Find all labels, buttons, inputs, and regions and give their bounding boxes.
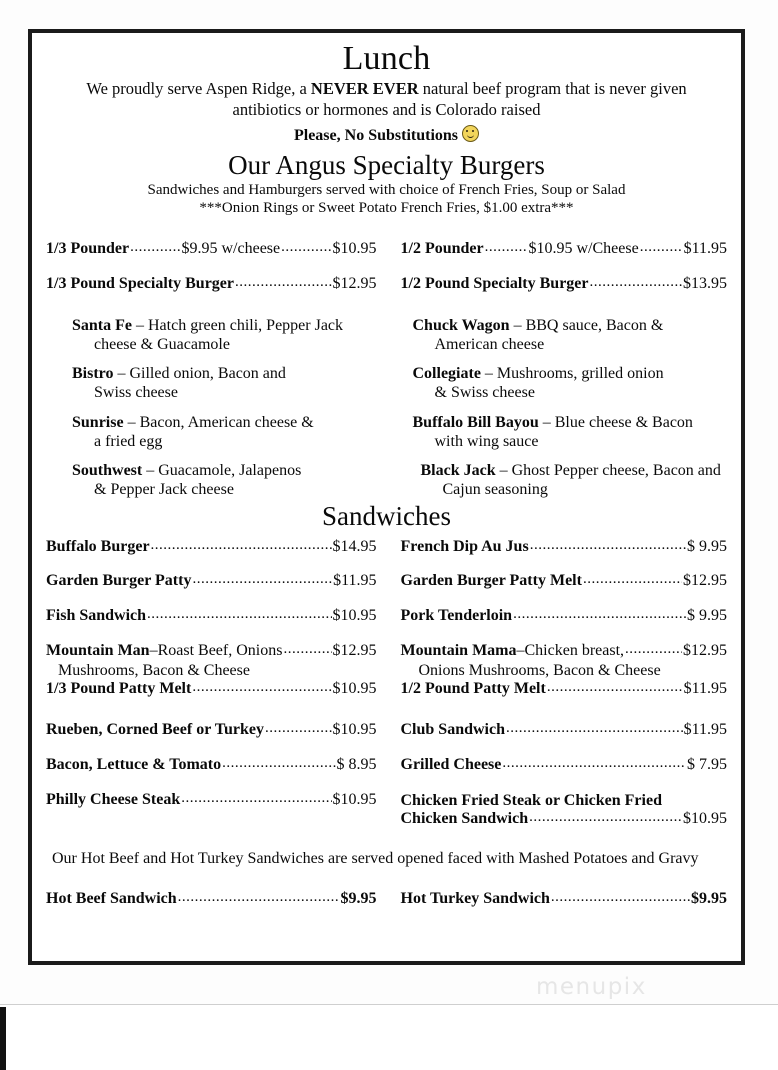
- specialty-dash: –: [132, 316, 148, 334]
- page-title: Lunch: [342, 40, 431, 77]
- menu-row-hot-turkey-sandwich: [401, 890, 728, 909]
- dot-leader: [485, 238, 528, 257]
- item-name: Chicken Sandwich: [400, 810, 529, 827]
- dot-leader: [513, 605, 686, 624]
- burgers-columns: [46, 240, 727, 499]
- menu-page-frame: [28, 29, 745, 965]
- intro-text-part2: natural beef program that is never given: [418, 79, 687, 99]
- menu-row-blt: [46, 756, 377, 775]
- specialty-name: Southwest: [72, 461, 143, 479]
- menu-row-fish-sandwich: [46, 607, 377, 626]
- item-name: Hot Turkey Sandwich: [400, 890, 550, 908]
- dot-leader-2: [640, 238, 683, 257]
- item-price: $ 9.95: [687, 537, 727, 555]
- dot-leader: [625, 640, 682, 659]
- item-name: 1/3 Pound Patty Melt: [46, 680, 192, 698]
- item-price: $12.95: [332, 274, 377, 292]
- menu-row-pork-tenderloin: [401, 607, 728, 626]
- item-name: Buffalo Burger: [46, 537, 150, 555]
- menu-row-philly-cheese-steak: [46, 791, 377, 810]
- menupix-watermark: menupix: [536, 974, 647, 1000]
- menu-row-mountain-mama: [401, 642, 728, 661]
- item-name: Hot Beef Sandwich: [46, 890, 177, 908]
- dot-leader: [192, 570, 332, 589]
- intro-paragraph: [60, 79, 713, 100]
- item-price: $12.95: [683, 572, 727, 590]
- item-name: 1/2 Pound Patty Melt: [400, 680, 546, 698]
- specialty-desc-line2: cheese & Guacamole: [94, 335, 230, 353]
- dot-leader: [151, 536, 332, 555]
- menu-row-half-pounder: [401, 240, 728, 259]
- menu-row-garden-burger-patty: [46, 572, 377, 591]
- dot-leader: [547, 678, 683, 697]
- scan-left-edge-shadow: [0, 1007, 6, 1070]
- dot-leader: [529, 808, 682, 827]
- dot-leader: [130, 238, 180, 257]
- item-price: $12.95: [683, 642, 727, 660]
- item-name: Garden Burger Patty: [46, 572, 192, 590]
- burgers-left-column: [46, 240, 387, 499]
- burgers-right-column: [387, 240, 728, 499]
- intro-emphasis: NEVER EVER: [310, 79, 419, 99]
- dot-leader: [222, 754, 335, 773]
- specialty-item-black-jack: [421, 461, 728, 499]
- specialty-item-southwest: [72, 461, 377, 499]
- menu-row-grilled-cheese: [401, 756, 728, 775]
- menu-row-third-patty-melt: [46, 680, 377, 699]
- item-price: $11.95: [333, 572, 377, 590]
- menu-row-chicken-fried-steak-line1: Chicken Fried Steak or Chicken Fried: [400, 791, 662, 809]
- menu-row-half-specialty-burger: [401, 275, 728, 294]
- item-dash: –: [149, 642, 158, 660]
- specialty-name: Bistro: [72, 365, 114, 383]
- dot-leader: [147, 605, 331, 624]
- dot-leader: [283, 640, 331, 659]
- dot-leader-2: [281, 238, 331, 257]
- item-price: $ 8.95: [336, 755, 377, 773]
- sandwiches-left-column: [46, 538, 387, 829]
- specialty-name: Black Jack: [420, 461, 496, 479]
- dot-leader: [590, 273, 682, 292]
- item-price: $10.95: [332, 790, 377, 808]
- item-name: Bacon, Lettuce & Tomato: [46, 755, 222, 773]
- specialty-name: Collegiate: [412, 365, 481, 383]
- dot-leader: [551, 888, 690, 907]
- item-name: Philly Cheese Steak: [46, 790, 181, 808]
- item-price: $10.95: [332, 721, 377, 739]
- specialty-desc: Gilled onion, Bacon and: [129, 365, 286, 383]
- dot-leader: [178, 888, 340, 907]
- dot-leader: [506, 719, 683, 738]
- menu-row-third-specialty-burger: [46, 275, 377, 294]
- dot-leader: [181, 789, 331, 808]
- dot-leader: [265, 719, 332, 738]
- specialty-dash: –: [113, 365, 130, 383]
- item-price-cheese: $10.95: [332, 240, 377, 258]
- scan-lower-margin: [0, 1004, 778, 1070]
- menu-row-chicken-fried-steak-line2: [401, 810, 728, 829]
- smiley-face-icon: [462, 125, 479, 142]
- specialty-desc: Ghost Pepper cheese, Bacon and: [511, 461, 721, 479]
- item-price: $10.95: [683, 810, 727, 827]
- item-price: $12.95: [332, 642, 377, 660]
- item-price: $9.95: [340, 890, 377, 908]
- specialty-dash: –: [495, 461, 512, 479]
- specialty-item-chuck-wagon: [413, 316, 728, 354]
- item-name: Rueben, Corned Beef or Turkey: [46, 721, 264, 739]
- specialty-dash: –: [509, 316, 526, 334]
- menu-row-french-dip-au-jus: [401, 538, 728, 557]
- item-price: $14.95: [332, 537, 377, 555]
- specialty-desc: Hatch green chili, Pepper Jack: [148, 316, 344, 334]
- specialty-desc-line2: & Pepper Jack cheese: [94, 481, 234, 499]
- item-price: $13.95: [683, 274, 727, 292]
- item-name: Garden Burger Patty Melt: [400, 572, 582, 590]
- specialty-item-santa-fe: [72, 316, 377, 354]
- specialty-name: Buffalo Bill Bayou: [412, 413, 539, 431]
- menu-row-rueben: [46, 721, 377, 740]
- dot-leader: [583, 570, 682, 589]
- specialty-dash: –: [123, 413, 140, 431]
- menu-row-half-patty-melt: [401, 680, 728, 699]
- specialty-item-bistro: [72, 364, 377, 402]
- specialty-desc-line2: Cajun seasoning: [442, 481, 548, 499]
- specialty-name: Chuck Wagon: [412, 316, 510, 334]
- item-name: Mountain Man: [46, 642, 150, 660]
- sandwiches-columns: [46, 538, 727, 829]
- menu-row-third-pounder: [46, 240, 377, 259]
- burgers-section-note-2: ***Onion Rings or Sweet Potato French Fries, $1.00 extra***: [199, 200, 574, 217]
- specialty-dash: –: [480, 365, 497, 383]
- specialty-desc-line2: with wing sauce: [434, 432, 539, 450]
- specialty-dash: –: [142, 461, 159, 479]
- specialty-name: Santa Fe: [72, 316, 132, 334]
- specialty-item-buffalo-bill-bayou: [413, 413, 728, 451]
- dot-leader: [502, 754, 686, 773]
- specialty-desc: Bacon, American cheese &: [139, 413, 314, 431]
- burgers-section-note-1: Sandwiches and Hamburgers served with choice of French Fries, Soup or Salad: [147, 181, 626, 198]
- specialty-desc-line2: Swiss cheese: [94, 384, 178, 402]
- burgers-section-heading: Our Angus Specialty Burgers: [228, 149, 545, 180]
- item-name: Pork Tenderloin: [400, 607, 513, 625]
- specialty-desc: Mushrooms, grilled onion: [496, 365, 664, 383]
- specialty-dash: –: [538, 413, 555, 431]
- no-substitutions-text: Please, No Substitutions: [293, 126, 459, 144]
- specialty-item-sunrise: [72, 413, 377, 451]
- dot-leader: [192, 678, 331, 697]
- item-name: Club Sandwich: [400, 721, 505, 739]
- menu-row-hot-beef-sandwich: [46, 890, 377, 909]
- item-cheese-label: w/Cheese: [576, 240, 639, 258]
- specialty-desc-line2: & Swiss cheese: [434, 384, 535, 402]
- item-price: $11.95: [683, 721, 727, 739]
- item-price: $10.95: [332, 680, 377, 698]
- item-price: $ 7.95: [687, 755, 727, 773]
- menu-row-mountain-man: [46, 642, 377, 661]
- item-price-plain: $10.95: [528, 240, 573, 258]
- menu-row-club-sandwich: [401, 721, 728, 740]
- hot-sandwiches-right-column: [387, 890, 728, 909]
- item-name: 1/3 Pound Specialty Burger: [46, 274, 235, 292]
- item-name: French Dip Au Jus: [400, 537, 529, 555]
- specialty-desc-line2: American cheese: [434, 335, 545, 353]
- item-price: $11.95: [683, 680, 727, 698]
- item-name: 1/3 Pounder: [46, 240, 130, 258]
- intro-paragraph-line2: antibiotics or hormones and is Colorado raised: [232, 99, 541, 119]
- item-price: $ 9.95: [687, 607, 727, 625]
- intro-text-part1: We proudly serve Aspen Ridge, a: [86, 79, 311, 99]
- specialty-desc: Blue cheese & Bacon: [554, 413, 693, 431]
- item-name: 1/2 Pounder: [400, 240, 484, 258]
- item-dash: –: [516, 642, 525, 660]
- item-desc-line2: Mushrooms, Bacon & Cheese: [58, 662, 250, 679]
- specialty-desc: Guacamole, Jalapenos: [158, 461, 302, 479]
- sandwiches-section-heading: Sandwiches: [322, 501, 451, 532]
- hot-sandwiches-note: Our Hot Beef and Hot Turkey Sandwiches are served opened faced with Mashed Potatoes and Gravy: [52, 849, 699, 867]
- specialty-desc: BBQ sauce, Bacon &: [525, 316, 664, 334]
- sandwiches-right-column: [387, 538, 728, 829]
- item-desc: Roast Beef, Onions: [157, 642, 283, 660]
- specialty-name: Sunrise: [72, 413, 124, 431]
- item-price: $10.95: [332, 607, 377, 625]
- menu-row-garden-burger-patty-melt: [401, 572, 728, 591]
- item-name: Fish Sandwich: [46, 607, 147, 625]
- item-cheese-label: w/cheese: [221, 240, 281, 258]
- dot-leader: [530, 536, 686, 555]
- menu-row-buffalo-burger: [46, 538, 377, 557]
- item-price: $9.95: [691, 890, 727, 908]
- hot-sandwiches-left-column: [46, 890, 387, 909]
- item-price-cheese: $11.95: [683, 240, 727, 258]
- no-substitutions-note: [46, 125, 727, 145]
- item-name: Grilled Cheese: [400, 755, 502, 773]
- dot-leader: [235, 273, 331, 292]
- item-name: Mountain Mama: [400, 642, 517, 660]
- specialty-desc-line2: a fried egg: [94, 432, 163, 450]
- item-desc: Chicken breast,: [524, 642, 625, 660]
- item-price-plain: $9.95: [181, 240, 218, 258]
- item-desc-line2: Onions Mushrooms, Bacon & Cheese: [418, 662, 661, 679]
- hot-sandwiches-columns: [46, 890, 727, 909]
- specialty-item-collegiate: [413, 364, 728, 402]
- item-name: 1/2 Pound Specialty Burger: [400, 274, 589, 292]
